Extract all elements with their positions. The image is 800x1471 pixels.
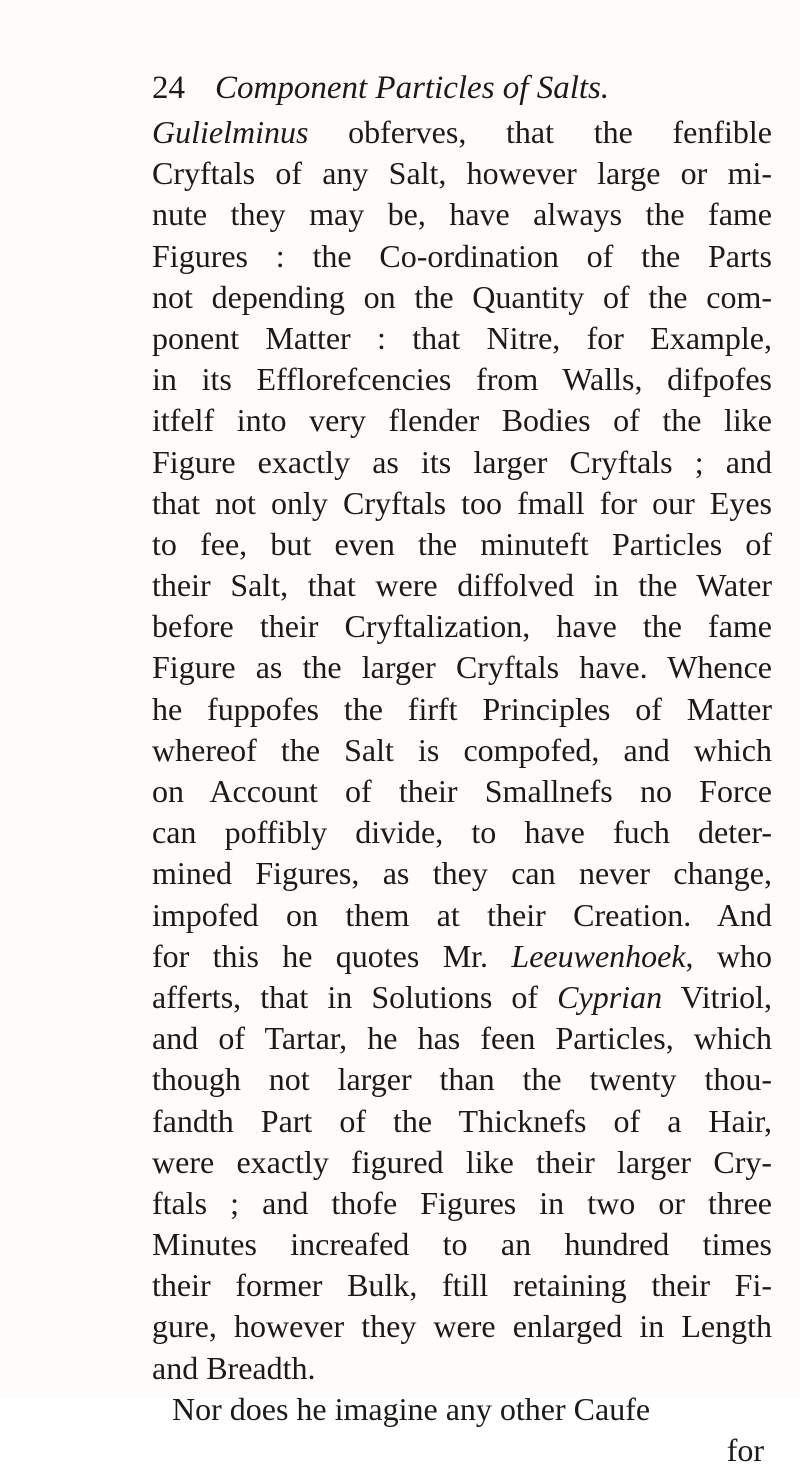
body-text [152, 112, 772, 1471]
text-line: that not only Cryftals too fmall for our Eyes [152, 484, 772, 521]
italic-term: Cyprian [557, 978, 663, 1015]
text-line: their former Bulk, ftill retaining their Fi- [152, 1267, 772, 1304]
text-line: Figure exactly as its larger Cryftals ; and [152, 443, 772, 480]
text-line: nute they may be, have always the fame [152, 196, 772, 233]
text-line: whereof the Salt is compofed, and which [152, 731, 772, 768]
text-line: mined Figures, as they can never change, [152, 855, 772, 892]
text-line: and Breadth. [152, 1349, 316, 1386]
author-name: Gulielminus [152, 114, 309, 150]
text-line: on Account of their Smallnefs no Force [152, 773, 772, 809]
text-line: Minutes increafed to an hundred times [152, 1226, 772, 1263]
text-line: fandth Part of the Thicknefs of a Hair, [152, 1102, 772, 1139]
text-line: their Salt, that were diffolved in the Water [152, 567, 772, 604]
catchword: for [726, 1432, 764, 1468]
text-line: ponent Matter : that Nitre, for Example, [152, 319, 772, 356]
page-header [152, 66, 712, 110]
paragraph-start-line: Nor does he imagine any other Caufe [172, 1390, 651, 1427]
text-line: impofed on them at their Creation. And [152, 896, 772, 933]
text-line: Figures : the Co-ordination of the Parts [152, 237, 772, 274]
text-line: ftals ; and thofe Figures in two or three [152, 1184, 772, 1221]
text-line: Cryftals of any Salt, however large or mi- [152, 155, 772, 192]
text-line: he fuppofes the firft Principles of Matter [152, 690, 772, 727]
text-line: though not larger than the twenty thou- [152, 1061, 772, 1098]
text-line: Figure as the larger Cryftals have. Whence [152, 649, 772, 686]
text-line: not depending on the Quantity of the com- [152, 278, 772, 315]
page-number: 24 [152, 70, 185, 106]
running-head: Component Particles of Salts. [215, 70, 610, 106]
text-line: can poffibly divide, to have fuch deter- [152, 814, 772, 851]
text-line: were exactly figured like their larger Cry- [152, 1143, 772, 1180]
text-line: to fee, but even the minuteft Particles of [152, 525, 772, 562]
text-line: itfelf into very flender Bodies of the like [152, 402, 772, 439]
text-line: gure, however they were enlarged in Length [152, 1308, 772, 1345]
text-line: before their Cryftalization, have the fame [152, 608, 772, 645]
text-line: and of Tartar, he has feen Particles, which [152, 1020, 772, 1057]
text-line: in its Efflorefcencies from Walls, difpofes [152, 361, 772, 398]
cited-name: Leeuwenhoek [511, 937, 686, 974]
text-line: for this he quotes Mr. Leeuwenhoek, who [152, 937, 773, 974]
text-line: Gulielminus obferves, that the fenfible [152, 114, 772, 150]
text-line: afferts, that in Solutions of Cyprian Vitriol, [152, 978, 773, 1015]
